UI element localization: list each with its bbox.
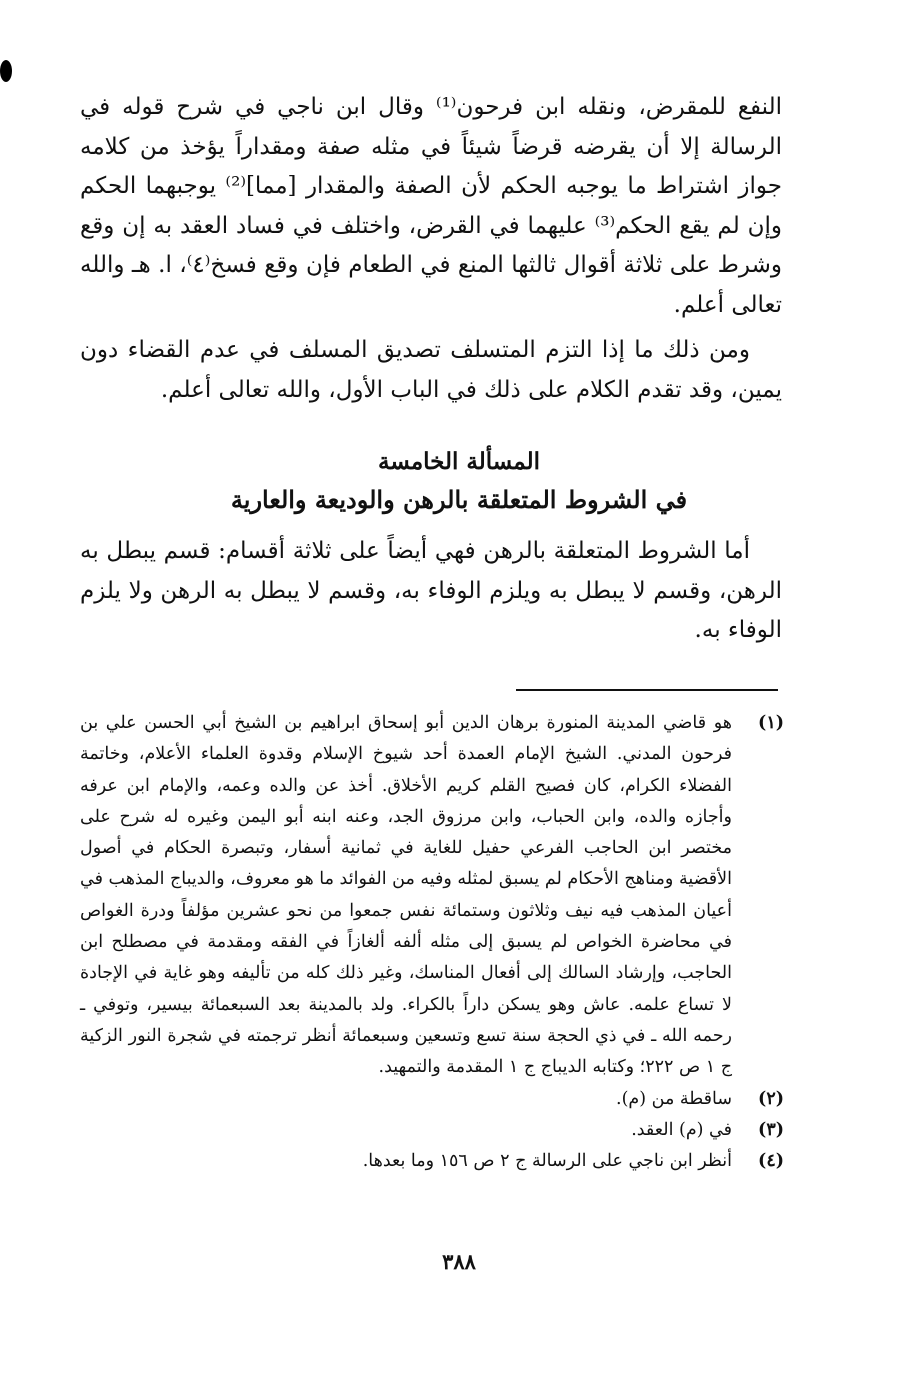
footnote-text: في (م) العقد. bbox=[631, 1119, 732, 1140]
footnote-text: أنظر ابن ناجي على الرسالة ج ٢ ص ١٥٦ وما بعدها. bbox=[362, 1151, 732, 1172]
footnote-text: هو قاضي المدينة المنورة برهان الدين أبو إسحاق ابراهيم بن الشيخ أبي الحسن علي بن فرحون المدني. الشيخ الإمام العمدة أحد شيوخ الإسلام وقدوة العلماء الأعلام، وخاتمة الفضلاء الكرام، كان فصيح القلم كريم الأخلاق. أخذ عن والده وعمه، والإمام ابن عرفه وأجازه والده، وابن الحباب، وابن مرزوق الجد، وعنه ابنه أبو اليمن وغيره له شرح على مختصر ابن الحاجب الفرعي حفيل للغاية في ثمانية أسفار، وتبصرة الحكام في أصول الأقضية ومناهج الأحكام لم يسبق لمثله وفيه من الفوائد ما هو معروف، والديباج المذهب في أعيان المذهب فيه نيف وثلاثون وستمائة نفس جمعوا من نحو عشرين مؤلفاً ودرة الغواص في محاضرة الخواص لم يسبق إلى مثله ألفه ألغازاً في الفقه ومقدمة في مصطلح ابن الحاجب، وإرشاد السالك إلى أفعال المناسك، وغير ذلك كله من تأليفه وهو غاية في الإجادة لا تساع علمه. عاش وهو يسكن داراً بالكراء. ولد بالمدينة بعد السبعمائة بيسير، وتوفي ـ رحمه الله ـ في ذي الحجة سنة تسع وتسعين وسبعمائة أنظر ترجمته في شجرة النور الزكية ج ١ ص ٢٢٢؛ وكتابه الديباج ج ١ المقدمة والتمهيد. bbox=[80, 713, 732, 1078]
footnotes bbox=[80, 708, 784, 1177]
footnote-number: (٤) bbox=[758, 1151, 784, 1172]
page-number: ٣٨٨ bbox=[442, 1249, 476, 1274]
footnote-text: ساقطة من (م). bbox=[616, 1088, 732, 1109]
section-title: المسألة الخامسة bbox=[378, 448, 540, 475]
footnote-4 bbox=[80, 1146, 784, 1177]
footnote-number: (١) bbox=[758, 713, 784, 733]
footnote-2 bbox=[80, 1084, 784, 1115]
footnote-1 bbox=[80, 708, 784, 1084]
footnote-number: (٢) bbox=[758, 1088, 784, 1109]
body-paragraph-1: النفع للمقرض، ونقله ابن فرحون⁽¹⁾ وقال ابن ناجي في شرح قوله في الرسالة إلا أن يقرضه قرضاً شيئاً في مثله صفة ومقداراً يؤخذ من كلامه جواز اشتراط ما يوجبه الحكم لأن الصفة والمقدار [مما]⁽²⁾ يوجبهما الحكم وإن لم يقع الحكم⁽³⁾ عليهما في القرض، واختلف في فساد العقد به إن وقع وشرط على ثلاثة أقوال ثالثها المنع في الطعام فإن وقع فسخ⁽٤⁾، ا. هـ والله تعالى أعلم. bbox=[80, 94, 783, 318]
footnote-separator bbox=[516, 689, 778, 691]
body-paragraph-3: أما الشروط المتعلقة بالرهن فهي أيضاً على ثلاثة أقسام: قسم يبطل به الرهن، وقسم لا يبطل به ويلزم الوفاء به، وقسم لا يبطل به الرهن ولا يلزم الوفاء به. bbox=[80, 538, 782, 643]
footnote-3 bbox=[80, 1115, 784, 1146]
footnote-number: (٣) bbox=[758, 1119, 784, 1140]
section-subtitle: في الشروط المتعلقة بالرهن والوديعة والعارية bbox=[230, 485, 688, 514]
scan-mark bbox=[0, 60, 12, 82]
body-paragraph-2: ومن ذلك ما إذا التزم المتسلف تصديق المسلف في عدم القضاء دون يمين، وقد تقدم الكلام على ذلك في الباب الأول، والله تعالى أعلم. bbox=[80, 337, 782, 403]
